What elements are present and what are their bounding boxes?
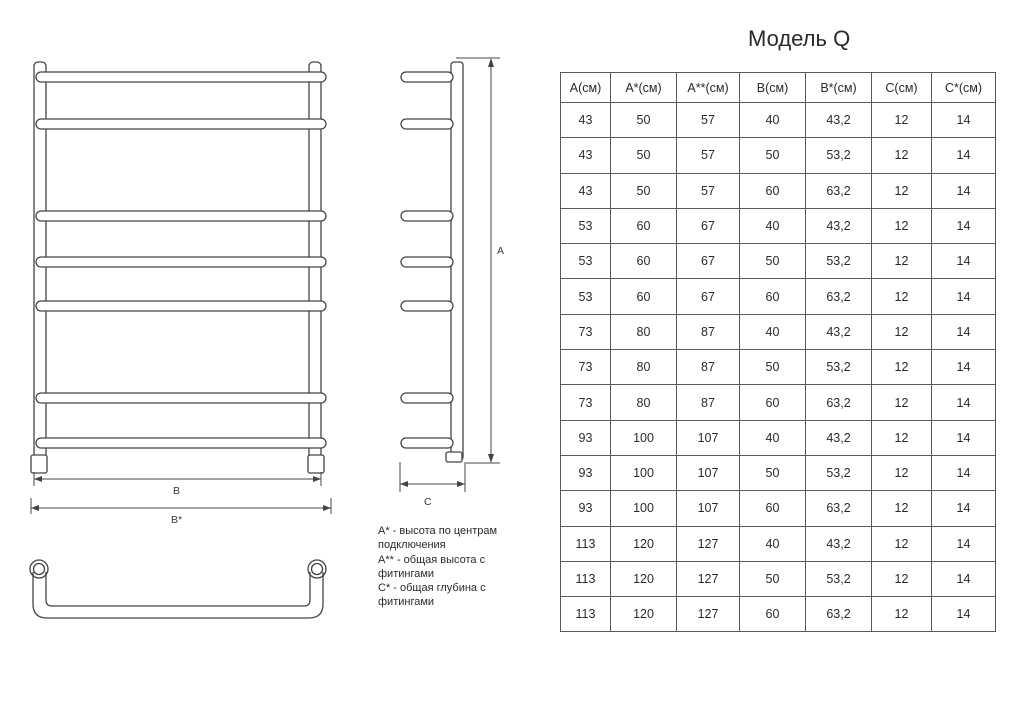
table-cell: 14 (932, 420, 996, 455)
table-cell: 14 (932, 173, 996, 208)
table-cell: 87 (677, 385, 740, 420)
table-row (561, 561, 996, 596)
table-cell: 53,2 (806, 350, 872, 385)
dimensions-table (560, 72, 996, 632)
table-cell: 80 (611, 385, 677, 420)
table-row (561, 385, 996, 420)
bar-stub (401, 211, 453, 221)
table-cell: 43,2 (806, 208, 872, 243)
table-cell: 60 (740, 491, 806, 526)
table-cell: 107 (677, 420, 740, 455)
table-cell: 14 (932, 455, 996, 490)
table-cell: 12 (872, 244, 932, 279)
column-header: B(см) (740, 73, 806, 103)
table-cell: 12 (872, 208, 932, 243)
table-cell: 12 (872, 455, 932, 490)
table-cell: 80 (611, 314, 677, 349)
dimension-label-b-star: B* (171, 514, 183, 526)
column-header: A**(см) (677, 73, 740, 103)
table-cell: 12 (872, 138, 932, 173)
column-header: C*(см) (932, 73, 996, 103)
table-cell: 12 (872, 385, 932, 420)
legend-notes (378, 524, 548, 610)
table-cell: 12 (872, 561, 932, 596)
table-cell: 53 (561, 208, 611, 243)
table-cell: 113 (561, 561, 611, 596)
towel-bar (36, 72, 326, 82)
table-cell: 43 (561, 173, 611, 208)
table-cell: 63,2 (806, 173, 872, 208)
table-cell: 12 (872, 173, 932, 208)
table-cell: 14 (932, 597, 996, 632)
table-cell: 107 (677, 491, 740, 526)
table-row (561, 244, 996, 279)
table-row (561, 173, 996, 208)
table-cell: 73 (561, 314, 611, 349)
towel-bar (36, 438, 326, 448)
table-cell: 127 (677, 526, 740, 561)
table-cell: 120 (611, 526, 677, 561)
table-cell: 120 (611, 561, 677, 596)
bar-stub (401, 393, 453, 403)
table-cell: 57 (677, 138, 740, 173)
table-cell: 53,2 (806, 561, 872, 596)
legend-line: A** - общая высота с (378, 553, 486, 566)
table-cell: 73 (561, 385, 611, 420)
table-cell: 63,2 (806, 385, 872, 420)
table-cell: 43,2 (806, 420, 872, 455)
column-header: C(см) (872, 73, 932, 103)
table-cell: 57 (677, 103, 740, 138)
table-cell: 14 (932, 208, 996, 243)
table-row (561, 597, 996, 632)
table-cell: 87 (677, 350, 740, 385)
table-cell: 40 (740, 314, 806, 349)
table-cell: 43 (561, 138, 611, 173)
table-row (561, 420, 996, 455)
legend-line: C* - общая глубина с (378, 582, 486, 595)
table-cell: 63,2 (806, 597, 872, 632)
towel-bar (36, 301, 326, 311)
table-cell: 12 (872, 350, 932, 385)
dimension-label-a: A (497, 245, 505, 257)
table-cell: 50 (740, 561, 806, 596)
table-cell: 43,2 (806, 314, 872, 349)
legend-line: подключения (378, 539, 446, 552)
table-row (561, 138, 996, 173)
table-cell: 50 (740, 244, 806, 279)
table-cell: 53 (561, 244, 611, 279)
table-cell: 93 (561, 455, 611, 490)
towel-bar (36, 393, 326, 403)
table-cell: 50 (611, 173, 677, 208)
bar-stub (401, 438, 453, 448)
table-cell: 12 (872, 314, 932, 349)
table-cell: 53,2 (806, 455, 872, 490)
table-cell: 14 (932, 279, 996, 314)
table-cell: 60 (611, 244, 677, 279)
table-cell: 43 (561, 103, 611, 138)
bar-stub (401, 257, 453, 267)
table-cell: 87 (677, 314, 740, 349)
table-cell: 40 (740, 208, 806, 243)
table-row (561, 455, 996, 490)
table-cell: 14 (932, 385, 996, 420)
table-cell: 14 (932, 561, 996, 596)
table-cell: 53,2 (806, 138, 872, 173)
table-cell: 14 (932, 526, 996, 561)
table-cell: 12 (872, 103, 932, 138)
table-cell: 107 (677, 455, 740, 490)
legend-line: A* - высота по центрам (378, 525, 498, 537)
table-cell: 12 (872, 279, 932, 314)
table-row (561, 314, 996, 349)
column-header: A*(см) (611, 73, 677, 103)
table-row (561, 279, 996, 314)
table-cell: 53 (561, 279, 611, 314)
table-cell: 14 (932, 103, 996, 138)
table-cell: 73 (561, 350, 611, 385)
table-cell: 50 (611, 103, 677, 138)
table-cell: 43,2 (806, 103, 872, 138)
page-title: Модель Q (748, 26, 851, 51)
bar-stub (401, 301, 453, 311)
table-cell: 100 (611, 420, 677, 455)
table-cell: 12 (872, 420, 932, 455)
table-cell: 63,2 (806, 279, 872, 314)
table-cell: 127 (677, 597, 740, 632)
table-cell: 14 (932, 314, 996, 349)
table-cell: 100 (611, 455, 677, 490)
table-row (561, 526, 996, 561)
table-cell: 12 (872, 597, 932, 632)
table-row (561, 350, 996, 385)
table-cell: 14 (932, 350, 996, 385)
table-cell: 80 (611, 350, 677, 385)
towel-bar (36, 211, 326, 221)
table-cell: 50 (740, 138, 806, 173)
table-cell: 60 (611, 279, 677, 314)
bar-stub (401, 119, 453, 129)
table-cell: 63,2 (806, 491, 872, 526)
table-cell: 67 (677, 208, 740, 243)
table-cell: 14 (932, 138, 996, 173)
table-cell: 60 (740, 597, 806, 632)
table-cell: 93 (561, 491, 611, 526)
table-cell: 12 (872, 526, 932, 561)
dimension-label-c: C (424, 496, 432, 508)
table-cell: 14 (932, 244, 996, 279)
towel-bar (36, 119, 326, 129)
table-row (561, 208, 996, 243)
table-cell: 67 (677, 244, 740, 279)
column-header: A(см) (561, 73, 611, 103)
table-cell: 67 (677, 279, 740, 314)
table-cell: 12 (872, 491, 932, 526)
bar-stub (401, 72, 453, 82)
table-header-row (561, 73, 996, 103)
table-cell: 60 (740, 279, 806, 314)
table-row (561, 491, 996, 526)
dimension-label-b: B (173, 485, 181, 497)
table-cell: 43,2 (806, 526, 872, 561)
legend-line: фитингами (378, 596, 435, 609)
table-cell: 120 (611, 597, 677, 632)
table-cell: 127 (677, 561, 740, 596)
table-cell: 60 (740, 385, 806, 420)
table-cell: 14 (932, 491, 996, 526)
table-cell: 100 (611, 491, 677, 526)
table-row (561, 103, 996, 138)
table-cell: 113 (561, 526, 611, 561)
table-cell: 60 (740, 173, 806, 208)
table-cell: 40 (740, 103, 806, 138)
table-cell: 57 (677, 173, 740, 208)
legend-line: фитингами (378, 567, 435, 580)
table-cell: 93 (561, 420, 611, 455)
table-cell: 60 (611, 208, 677, 243)
table-cell: 53,2 (806, 244, 872, 279)
towel-bar (36, 257, 326, 267)
table-cell: 40 (740, 526, 806, 561)
table-cell: 113 (561, 597, 611, 632)
table-cell: 50 (740, 350, 806, 385)
front-view-drawing (31, 62, 331, 514)
side-view-drawing (400, 58, 500, 492)
table-cell: 50 (740, 455, 806, 490)
column-header: B*(см) (806, 73, 872, 103)
top-view-drawing (30, 560, 326, 618)
table-cell: 50 (611, 138, 677, 173)
table-cell: 40 (740, 420, 806, 455)
